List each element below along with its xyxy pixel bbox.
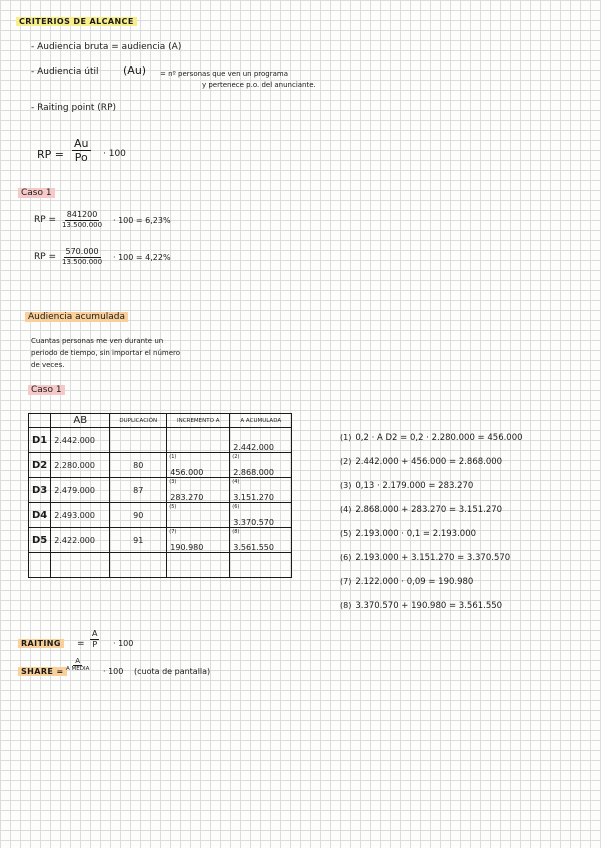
- calc-text: 0,2 · A D2 = 0,2 · 2.280.000 = 456.000: [355, 433, 523, 443]
- table-header-cell: [29, 414, 51, 428]
- cell-acc: [230, 553, 292, 578]
- rp-formula-lhs: RP =: [37, 148, 64, 161]
- table-header-ab: AB: [51, 414, 110, 428]
- criteria-item-audiencia-bruta: - Audiencia bruta = audiencia (A): [31, 42, 182, 52]
- cell-ab: 2.442.000: [51, 428, 110, 453]
- calc-line: [340, 601, 502, 611]
- calc-line: [340, 553, 510, 563]
- cell-acc-value: 2.868.000: [233, 468, 274, 477]
- share-numerator: A: [75, 657, 81, 665]
- cell-acc: [230, 428, 292, 453]
- cell-acc-ref: (8): [232, 529, 240, 535]
- cell-inc-value: 456.000: [170, 468, 204, 477]
- cell-dup: 91: [110, 528, 167, 553]
- cell-acc: [230, 503, 292, 528]
- cell-dup: 80: [110, 453, 167, 478]
- share-label: SHARE =: [18, 667, 67, 676]
- calc-text: 3.370.570 + 190.980 = 3.561.550: [355, 601, 503, 611]
- share-fraction: [64, 657, 91, 673]
- calc-number: (2): [340, 457, 352, 466]
- share-tail: · 100: [103, 667, 124, 676]
- cell-inc-value: 283.270: [170, 493, 204, 502]
- calc-text: 2.442.000 + 456.000 = 2.868.000: [355, 457, 503, 467]
- table-row: [29, 503, 292, 528]
- calc-number: (7): [340, 577, 352, 586]
- raiting-numerator: A: [92, 629, 98, 638]
- criteria-item-au-definition-2: y pertenece p.o. del anunciante.: [202, 81, 316, 89]
- cell-inc: [167, 553, 230, 578]
- rp-formula-tail: · 100: [103, 149, 126, 159]
- row-label: D3: [29, 478, 51, 503]
- cell-inc: [167, 478, 230, 503]
- table-row: [29, 553, 292, 578]
- calc-number: (8): [340, 601, 352, 610]
- calc-line: [340, 505, 502, 515]
- cell-inc-ref: (3): [169, 479, 177, 485]
- caso1-line1-denominator: 13.500.000: [62, 220, 103, 229]
- cell-acc: [230, 478, 292, 503]
- calc-text: 2.868.000 + 283.270 = 3.151.270: [355, 505, 503, 515]
- cell-acc-value: 3.561.550: [233, 543, 274, 552]
- cell-inc: [167, 453, 230, 478]
- raiting-label: RAITING: [18, 639, 64, 648]
- caso1-title: Caso 1: [18, 188, 55, 198]
- criteria-item-au-symbol: (Au): [123, 64, 147, 77]
- cell-ab: 2.493.000: [51, 503, 110, 528]
- cell-dup: [110, 428, 167, 453]
- caso1-line2-denominator: 13.500.000: [62, 257, 103, 266]
- cell-inc: [167, 528, 230, 553]
- acumulada-desc-1: Cuantas personas me ven durante un: [31, 337, 164, 345]
- row-label: D4: [29, 503, 51, 528]
- page-title: CRITERIOS DE ALCANCE: [16, 17, 137, 26]
- cell-acc-ref: (4): [232, 479, 240, 485]
- table-row: [29, 528, 292, 553]
- cell-inc: [167, 428, 230, 453]
- calc-number: (3): [340, 481, 352, 490]
- row-label: D1: [29, 428, 51, 453]
- calc-text: 0,13 · 2.179.000 = 283.270: [355, 481, 474, 491]
- row-label: [29, 553, 51, 578]
- caso1-line2-fraction: [60, 247, 104, 266]
- raiting-denominator: P: [92, 639, 98, 649]
- cell-inc-ref: (5): [169, 504, 177, 510]
- calc-text: 2.122.000 · 0,09 = 190.980: [355, 577, 474, 587]
- cell-acc-value: 3.151.270: [233, 493, 274, 502]
- calc-text: 2.193.000 · 0,1 = 2.193.000: [355, 529, 477, 539]
- cell-ab: 2.479.000: [51, 478, 110, 503]
- raiting-fraction: [90, 629, 99, 649]
- acumulada-desc-2: periodo de tiempo, sin importar el número: [31, 349, 181, 357]
- calc-number: (4): [340, 505, 352, 514]
- calc-line: [340, 457, 502, 467]
- cell-inc-value: 190.980: [170, 543, 204, 552]
- table-header-row: [29, 414, 292, 428]
- cell-acc-value: 2.442.000: [233, 443, 274, 452]
- cell-inc-ref: (1): [169, 454, 177, 460]
- calc-line: [340, 577, 473, 587]
- cell-inc: [167, 503, 230, 528]
- caso1-line1-numerator: 841200: [66, 210, 98, 219]
- rp-formula-denominator: Po: [74, 151, 88, 165]
- cell-dup: [110, 553, 167, 578]
- rp-formula-fraction: [72, 137, 91, 164]
- cell-acc: [230, 528, 292, 553]
- criteria-item-au-definition-1: = nº personas que ven un programa: [160, 70, 288, 78]
- calc-number: (5): [340, 529, 352, 538]
- table-header-acumulada: A ACUMULADA: [230, 414, 292, 428]
- caso1-line1-tail: · 100 = 6,23%: [113, 216, 171, 225]
- share-denominator: A MEDIA: [66, 666, 90, 673]
- cell-acc: [230, 453, 292, 478]
- calc-line: [340, 433, 523, 443]
- calc-line: [340, 529, 476, 539]
- acumulada-title: Audiencia acumulada: [25, 312, 128, 322]
- cell-ab: [51, 553, 110, 578]
- cell-inc-ref: (7): [169, 529, 177, 535]
- criteria-item-raiting-point: - Raiting point (RP): [31, 103, 117, 113]
- cell-dup: 87: [110, 478, 167, 503]
- caso1-line1-fraction: [60, 210, 104, 229]
- share-note: (cuota de pantalla): [134, 667, 211, 676]
- acumulada-caso-title: Caso 1: [28, 385, 65, 395]
- caso1-line2-lhs: RP =: [34, 252, 57, 262]
- caso1-line2-tail: · 100 = 4,22%: [113, 253, 171, 262]
- acumulada-desc-3: de veces.: [31, 361, 65, 369]
- cell-acc-value: 3.370.570: [233, 518, 274, 527]
- cell-ab: 2.422.000: [51, 528, 110, 553]
- calc-number: (6): [340, 553, 352, 562]
- audiencia-acumulada-table: [28, 413, 292, 578]
- calc-line: [340, 481, 473, 491]
- rp-formula-numerator: Au: [74, 137, 89, 150]
- calc-text: 2.193.000 + 3.151.270 = 3.370.570: [355, 553, 511, 563]
- caso1-line2-numerator: 570.000: [65, 247, 99, 256]
- cell-acc-ref: (2): [232, 454, 240, 460]
- table-row: [29, 478, 292, 503]
- raiting-tail: · 100: [113, 639, 134, 648]
- cell-acc-ref: (6): [232, 504, 240, 510]
- raiting-equals: =: [77, 639, 85, 649]
- cell-ab: 2.280.000: [51, 453, 110, 478]
- criteria-item-audiencia-util: - Audiencia útil: [31, 67, 99, 77]
- caso1-line1-lhs: RP =: [34, 215, 57, 225]
- calc-number: (1): [340, 433, 352, 442]
- cell-dup: 90: [110, 503, 167, 528]
- table-header-duplicacion: DUPLICACIÓN: [110, 414, 167, 428]
- row-label: D2: [29, 453, 51, 478]
- row-label: D5: [29, 528, 51, 553]
- table-header-incremento: INCREMENTO A: [167, 414, 230, 428]
- table-row: [29, 453, 292, 478]
- table-row: [29, 428, 292, 453]
